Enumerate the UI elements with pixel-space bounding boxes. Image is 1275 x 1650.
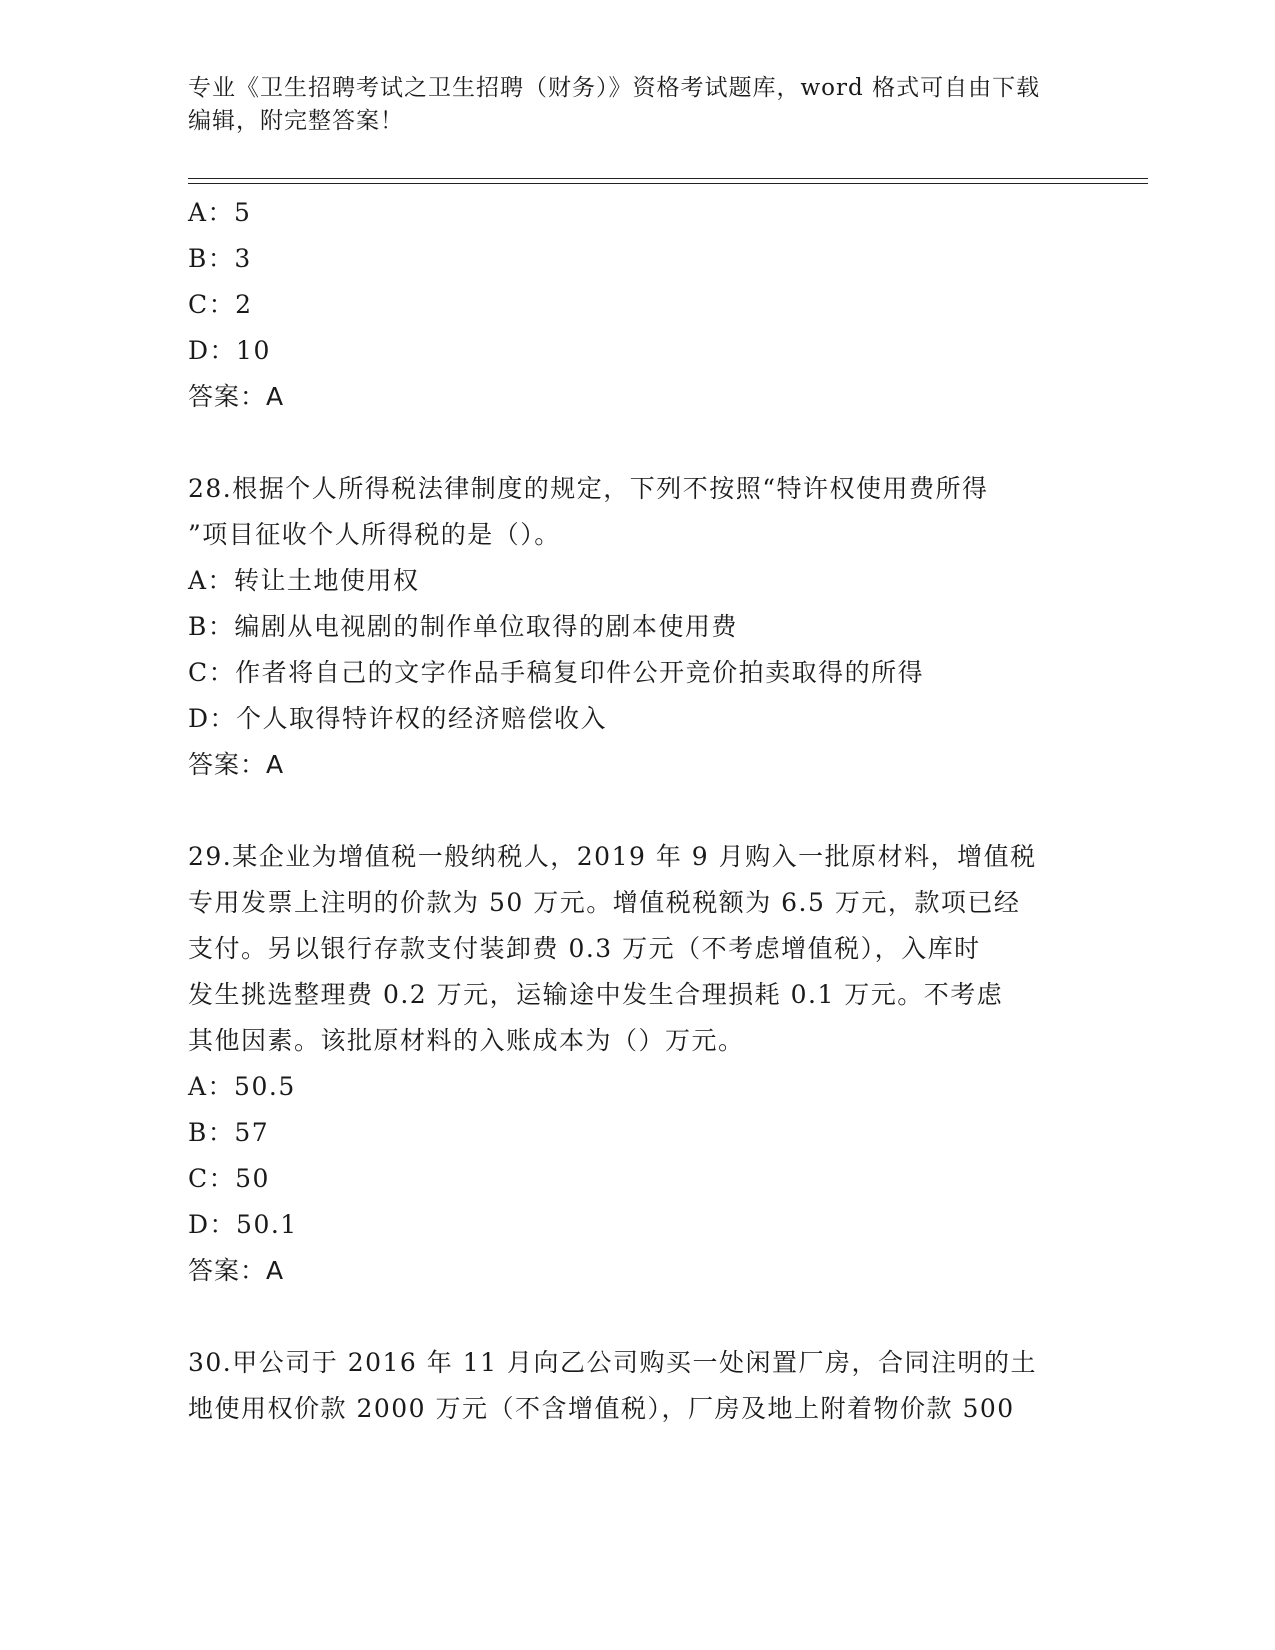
option-a: A：50.5 (188, 1072, 296, 1101)
question-text-line: 其他因素。该批原材料的入账成本为（）万元。 (188, 1026, 745, 1055)
question-text-line: ”项目征收个人所得税的是（）。 (188, 520, 561, 549)
option-a: A：转让土地使用权 (188, 566, 420, 595)
header-line-1: 专业《卫生招聘考试之卫生招聘（财务）》资格考试题库，word 格式可自由下载 (188, 75, 1041, 101)
question-text-line: 发生挑选整理费 0.2 万元，运输途中发生合理损耗 0.1 万元。不考虑 (188, 980, 1004, 1009)
option-b: B：57 (188, 1118, 270, 1147)
question-text-line: 30.甲公司于 2016 年 11 月向乙公司购买一处闲置厂房，合同注明的土 (188, 1348, 1037, 1377)
header-divider-top (188, 178, 1148, 179)
option-d: D：50.1 (188, 1210, 298, 1239)
question-27 (188, 190, 1088, 420)
question-content (188, 190, 1088, 1432)
spacer (188, 1294, 1088, 1340)
question-text-line: 29.某企业为增值税一般纳税人，2019 年 9 月购入一批原材料，增值税 (188, 842, 1037, 871)
question-30 (188, 1340, 1088, 1432)
spacer (188, 420, 1088, 466)
header-line-2: 编辑，附完整答案！ (188, 108, 404, 134)
option-c: C：作者将自己的文字作品手稿复印件公开竞价拍卖取得的所得 (188, 658, 925, 687)
document-header (188, 72, 1088, 138)
option-b: B：编剧从电视剧的制作单位取得的剧本使用费 (188, 612, 738, 641)
answer: 答案：A (188, 382, 285, 411)
option-d: D：10 (188, 336, 271, 365)
question-28 (188, 466, 1088, 788)
option-a: A：5 (188, 198, 252, 227)
question-text-line: 地使用权价款 2000 万元（不含增值税），厂房及地上附着物价款 500 (188, 1394, 1015, 1423)
answer: 答案：A (188, 750, 285, 779)
option-b: B：3 (188, 244, 252, 273)
answer: 答案：A (188, 1256, 285, 1285)
spacer (188, 788, 1088, 834)
question-text-line: 支付。另以银行存款支付装卸费 0.3 万元（不考虑增值税），入库时 (188, 934, 981, 963)
option-c: C：2 (188, 290, 253, 319)
question-text-line: 28.根据个人所得税法律制度的规定，下列不按照“特许权使用费所得 (188, 474, 989, 503)
question-text-line: 专用发票上注明的价款为 50 万元。增值税税额为 6.5 万元，款项已经 (188, 888, 1021, 917)
option-d: D：个人取得特许权的经济赔偿收入 (188, 704, 608, 733)
question-29 (188, 834, 1088, 1294)
option-c: C：50 (188, 1164, 270, 1193)
header-divider-bottom (188, 183, 1148, 184)
